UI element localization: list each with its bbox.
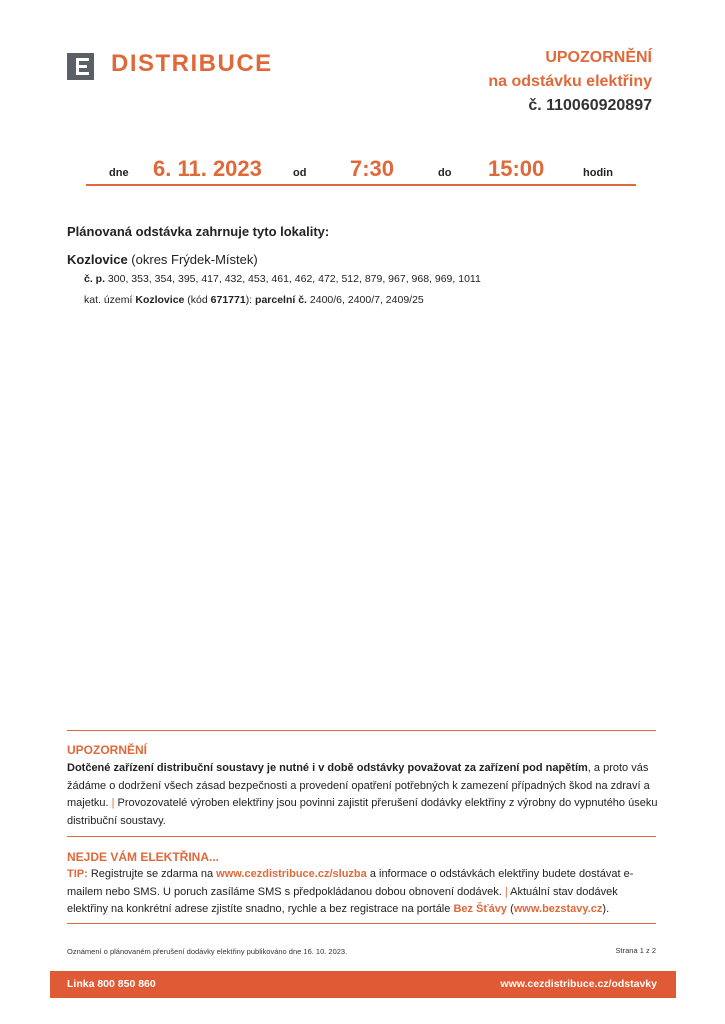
kat-code-suffix: ):	[245, 294, 256, 306]
tip-text-2: a informace o odstávkách elektřiny budete dostávat e-mailem nebo SMS. U poruch zasíláme SMS s předpokládanou dobou obnovení dodávek.	[67, 868, 634, 898]
footer-bar	[50, 971, 676, 998]
separator: |	[111, 797, 115, 809]
kat-code: 671771	[210, 294, 246, 306]
cp-values: 300, 353, 354, 395, 417, 432, 453, 461, 462, 472, 512, 879, 967, 968, 969, 1011	[105, 273, 481, 285]
tip-label: TIP:	[67, 868, 88, 880]
warning-text-1: , a proto vás žádáme o dodržení všech zásad bezpečnosti a provedení opatření potřebných k zamezení případných škod na zdraví a majetku.	[67, 762, 650, 809]
notice-title	[488, 46, 652, 118]
warning-bold-text: Dotčené zařízení distribuční soustavy je nutné i v době odstávky považovat za zařízení pod napětím	[67, 762, 588, 774]
kat-name: Kozlovice	[135, 294, 185, 306]
locality-district: (okres Frýdek-Místek)	[127, 252, 258, 267]
notice-number: č. 110060920897	[528, 97, 652, 114]
tip-title: NEJDE VÁM ELEKTŘINA...	[67, 850, 220, 864]
parcel-label: parcelní č.	[255, 294, 307, 306]
divider	[67, 923, 656, 924]
outage-date-row	[86, 150, 636, 186]
cadastral-line	[84, 294, 424, 306]
tip-text-3: Aktuální stav dodávek elektřiny na konkrétní adrese zjistíte snadno, rychle a bez registrace na portále	[67, 885, 618, 915]
warning-text-2: Provozovatelé výroben elektřiny jsou povinni zajistit přerušení dodávky elektřiny z výrobny do vypnutého úseku distribuční soustavy.	[67, 797, 658, 827]
kat-code-prefix: (kód	[184, 294, 211, 306]
label-do: do	[438, 167, 452, 179]
tip-text-5: ).	[602, 903, 610, 915]
notice-title-line2: na odstávku elektřiny	[488, 73, 652, 90]
house-numbers	[84, 273, 481, 285]
kat-prefix: kat. území	[84, 294, 136, 306]
footer-url-link[interactable]: www.cezdistribuce.cz/odstavky	[500, 978, 657, 990]
link-sluzba[interactable]: www.cezdistribuce.cz/sluzba	[216, 868, 367, 880]
divider	[67, 730, 656, 731]
outage-date: 6. 11. 2023	[153, 156, 262, 181]
parcel-values: 2400/6, 2400/7, 2409/25	[306, 294, 424, 306]
tip-text-1: Registrujte se zdarma na	[87, 868, 217, 880]
separator: |	[504, 885, 508, 898]
locality-title	[67, 252, 258, 267]
hotline: Linka 800 850 860	[67, 978, 156, 990]
publication-note: Oznámení o plánovaném přerušení dodávky elektřiny publikováno dne 16. 10. 2023.	[67, 947, 348, 956]
link-bezstavy[interactable]: www.bezstavy.cz	[513, 903, 603, 915]
tip-text	[67, 866, 659, 919]
label-od: od	[293, 167, 307, 179]
divider	[67, 836, 656, 837]
label-hodin: hodin	[583, 167, 613, 179]
tip-text-4: (	[507, 903, 514, 915]
time-from: 7:30	[350, 156, 395, 181]
cp-label: č. p.	[84, 273, 106, 285]
warning-title: UPOZORNĚNÍ	[67, 743, 148, 757]
warning-text	[67, 760, 659, 830]
locality-name: Kozlovice	[67, 252, 128, 267]
cez-logo-icon	[67, 53, 94, 80]
logo-text: DISTRIBUCE	[111, 50, 273, 77]
localities-heading: Plánovaná odstávka zahrnuje tyto lokality:	[67, 224, 330, 239]
time-to: 15:00	[488, 156, 545, 181]
label-dne: dne	[109, 167, 129, 179]
notice-title-line1: UPOZORNĚNÍ	[545, 49, 652, 66]
portal-name: Bez Šťávy	[453, 903, 508, 915]
page-number: Strana 1 z 2	[615, 946, 656, 955]
